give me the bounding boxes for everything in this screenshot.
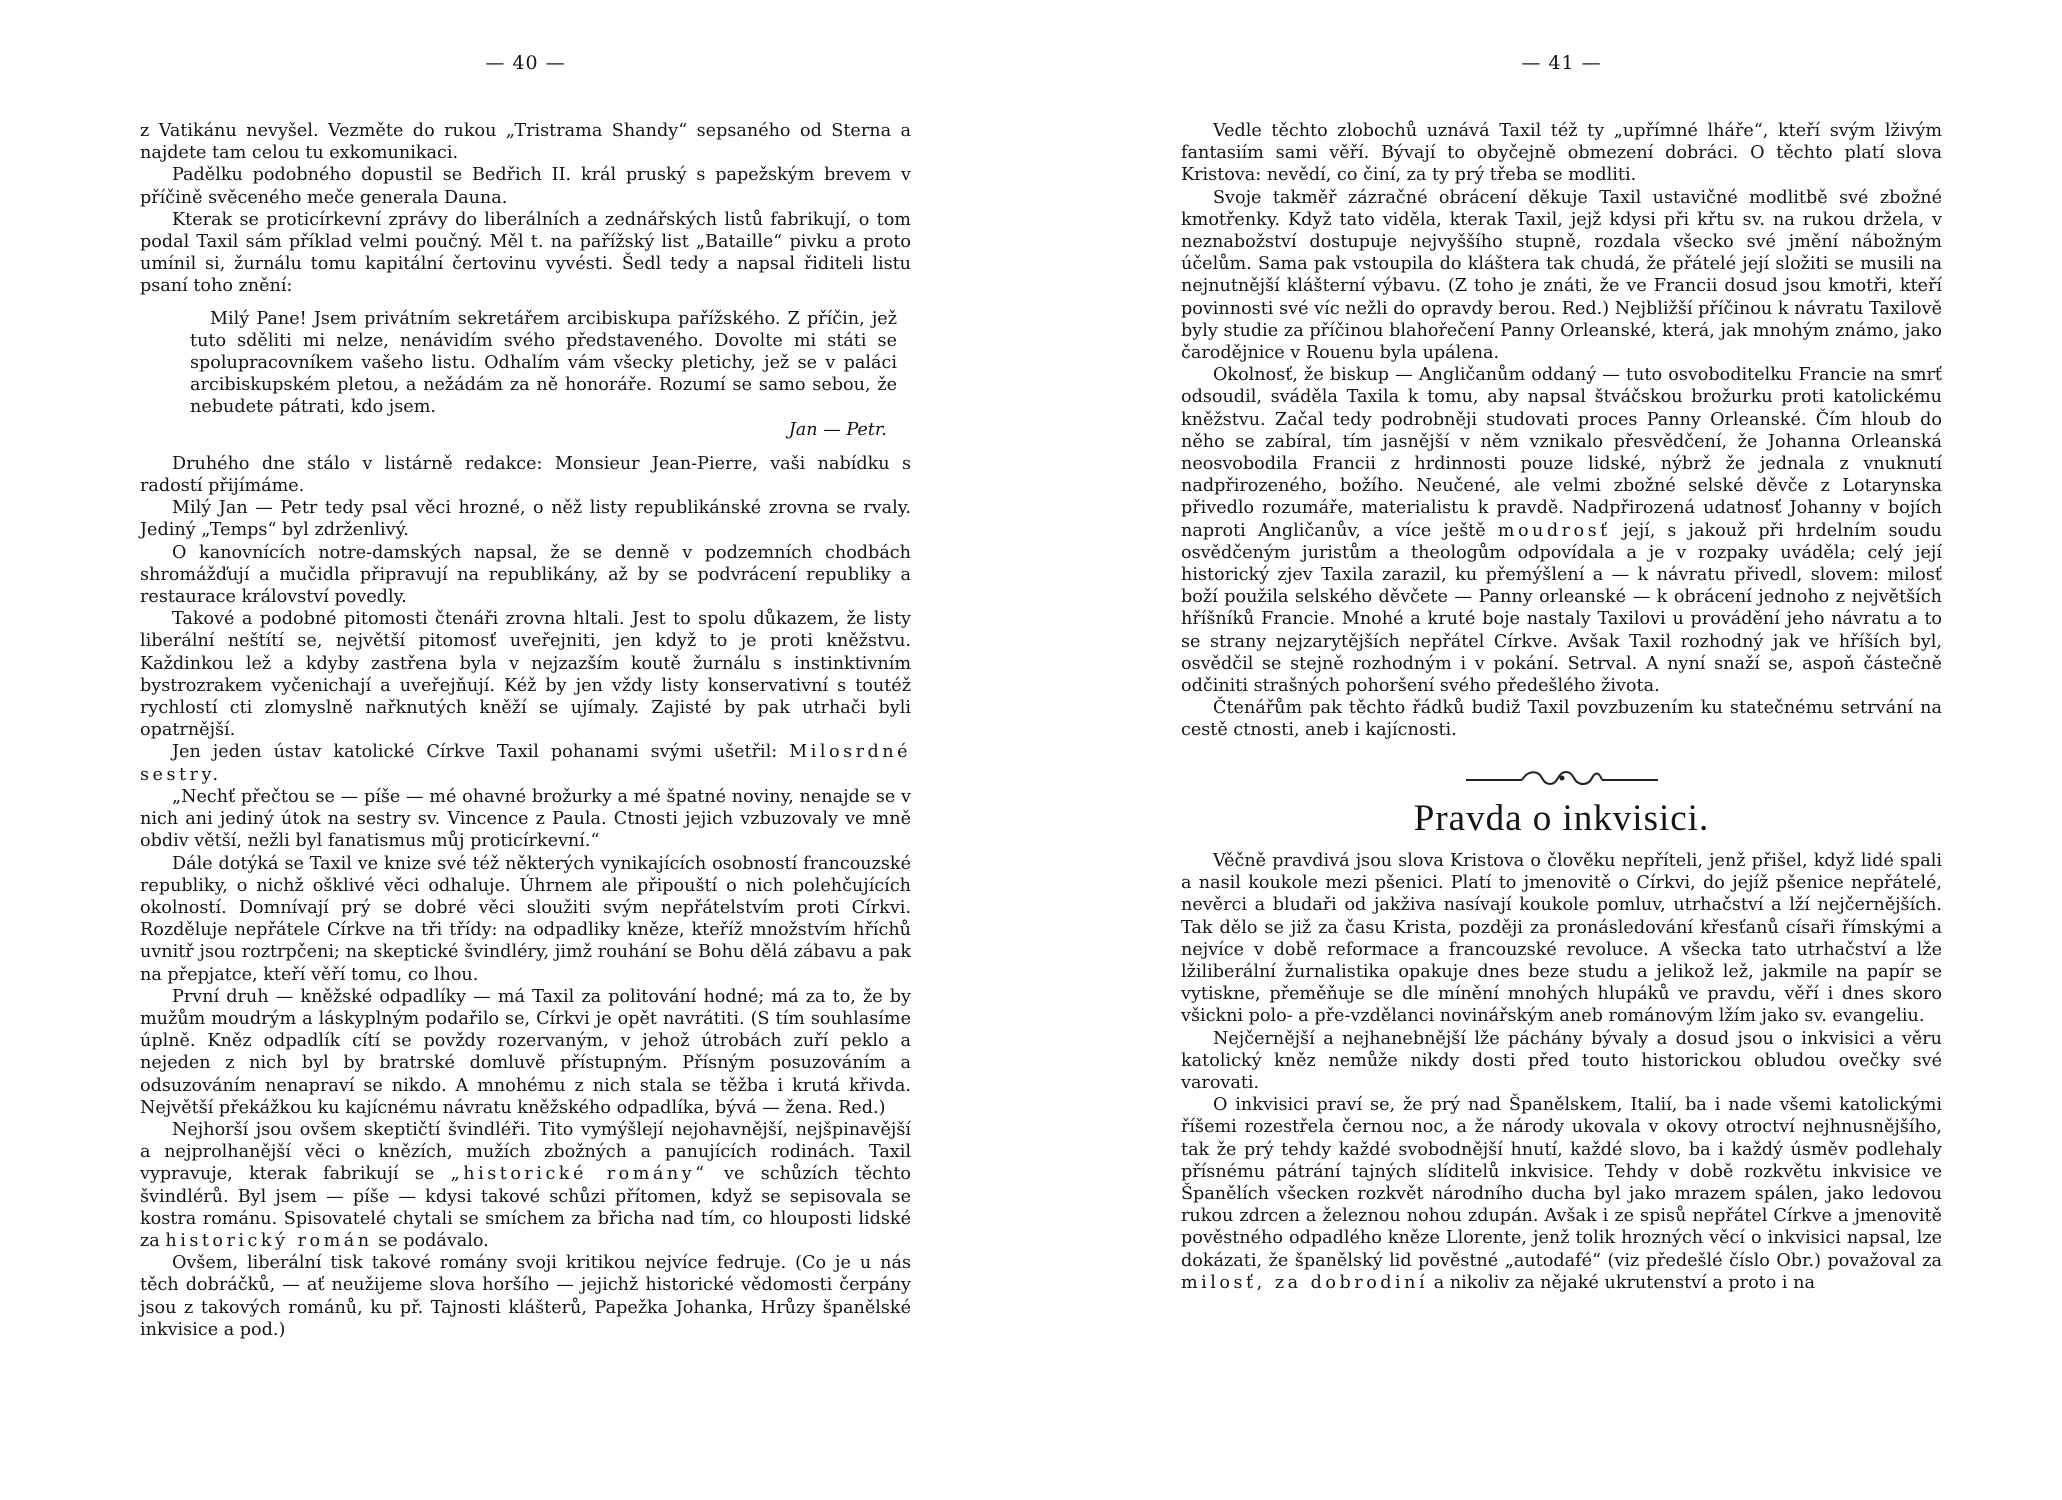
paragraph-text: Nejhorší jsou ovšem skeptičtí švindléři. Tito vymýšlejí nejohavnější, nejšpinavější a nejprolhanější věci o knězích, mužích zbožných a panujících rodinách. Taxil vypravuje, kterak fabrikují se — [140, 1119, 911, 1185]
paragraph — [1181, 1094, 1942, 1294]
page-41 — [1031, 0, 2062, 1500]
paragraph-text: O inkvisici praví se, že prý nad Španělskem, Italií, ba i nade všemi katolickými říšemi rozestřela černou noc, a že národy ukovala v okovy otroctví nejhnusnějšího, tak že prý tehdy každé svobodnější hnutí, každé slovo, ba i každý úsměv podlehaly přísnému pátrání tajných slíditelů inkvisice. Tehdy v době rozkvětu inkvisice ve Španělích všecken rozkvět národního ducha byl jako mrazem spálen, jako ledovou rukou zdrcen a železnou nohou zdupán. Avšak i ze spisů nepřátel Církve a jmenovitě pověstného odpadlého kněze Llorente, jenž tolik hrozných věcí o inkvisici napsal, lze dokázati, že španělský lid pověstné „autodafé“ (viz předešlé číslo Obr.) považoval za — [1181, 1095, 1942, 1271]
paragraph: Čtenářům pak těchto řádků budiž Taxil povzbuzením ku statečnému setrvání na cestě ctnosti, aneb i kajícnosti. — [1181, 698, 1942, 741]
paragraph-text: Jen jeden ústav katolické Církve Taxil pohanami svými ušetřil: — [172, 742, 778, 763]
paragraph-text: se podávalo. — [378, 1230, 489, 1251]
paragraph — [1181, 120, 1942, 187]
paragraph-text: Vedle těchto zlobochů uznává Taxil též ty — [1213, 121, 1605, 141]
spaced-emphasis: moudrosť — [1497, 520, 1611, 541]
paragraph-text: kteří svým lživým fantasiím sami věří. Bývají to obyčejně obmezení dobráci. O těchto platí slova Kristova: nevědí, co činí, za ty prý třeba se modliti. — [1181, 121, 1943, 186]
page-number: — 41 — — [1521, 52, 1602, 74]
paragraph: Padělku podobného dopustil se Bedřich II. král pruský s papežským brevem v příčině svěceného meče generala Dauna. — [140, 165, 911, 208]
paragraph-text: Okolnosť, že biskup — Angličanům oddaný — tuto osvoboditelku Francie na smrť odsoudil, sváděla Taxila k tomu, aby napsal štváčskou brožurku proti katolickému kněžstvu. Začal tedy podrobněji studovati proces Panny Orleanské. Čím hloub do něho se zabíral, tím jasnější v něm vznikalo přesvědčení, že Johanna Orleanská neosvobodila Francii z hrdinnosti pouze lidské, nýbrž že jednala z vnuknutí nadpřirozeného, božího. Neučené, ale velmi zbožné selské děvče z Lotarynska přivedlo rozumáře, materialistu k pravdě. Nadpřirozená udatnosť Johanny v bojích naproti Angličanův, a více ještě — [1181, 365, 1942, 541]
spaced-emphasis: „historické romány“ — [450, 1164, 708, 1185]
paragraph: Svoje takměř zázračné obrácení děkuje Taxil ustavičné modlitbě své zbožné kmotřenky. Když tato viděla, kterak Taxil, jejž kdysi při křtu sv. na rukou držela, v neznabožství dostupuje nejvyššího stupně, rozdala všecko své jmění nábožným účelům. Sama pak vstoupila do kláštera tak chudá, že přátelé její složiti se musili na nejnutnější klášterní výbavu. (Z toho je znáti, že ve Francii dosud jsou kmotři, kteří povinnosti své víc nežli do opravdy berou. Red.) Nejbližší příčinou k návratu Taxilově byly studie za příčinou blahořečení Panny Orleanské, která, jak mnohým známo, jako čarodějnice v Rouenu byla upálena. — [1181, 187, 1942, 364]
paragraph: Věčně pravdivá jsou slova Kristova o člověku nepříteli, jenž přišel, když lidé spali a nasil koukole mezi pšenici. Platí to jmenovitě o Církvi, do jejíž pšenice nepřátelé, nevěrci a bludaři od jakživa nasívají koukole pomluv, utrhačství a lží nejčernějších. Tak dělo se již za času Krista, později za pronásledování křesťanů císaři římskými a nejvíce v době reformace a francouzské revoluce. A všecka tato utrhačství a lže lžiliberální žurnalistika opakuje dnes beze studu a jelikož lež, jakmile na papír se vytiskne, přeměňuje se dle mínění mnohých hlupáků ve pravdu, věří i dnes skoro všickni polo- a pře-vzdělanci novinářským aneb románovým lžím jako sv. evangeliu. — [1181, 850, 1942, 1027]
paragraph: Dále dotýká se Taxil ve knize své též některých vynikajících osobností francouzské republiky, o nichž ošklivé věci odhaluje. Úhrnem ale připouští o nich polehčujících okolností. Domnívají prý se dobré věci sloužiti svým nepřátelstvím proti Církvi. Rozděluje nepřátele Církve na tři třídy: na odpadliky kněze, kteříž množstvím hříchů uvnitř jsou roztrpčeni; na skeptické švindléry, jimž rouhání se Bohu dělá zábavu a pak na přepjatce, kteří věří tomu, co lhou. — [140, 853, 911, 985]
paragraph: Kterak se proticírkevní zprávy do liberálních a zednářských listů fabrikují, o tom podal Taxil sám příklad velmi poučný. Měl t. na pařížský list „Bataille“ pivku a proto umínil si, žurnálu tomu kapitální čertovinu vyvésti. Šedl tedy a napsal řiditeli listu psaní toho znění: — [140, 209, 911, 297]
paragraph-text: ve schůzích těchto švindlérů. Byl jsem — píše — kdysi takové schůzi přítomen, když se sepisovala se kostra románu. Spisovatelé chytali se smíchem za břicha nad tím, co hlouposti lidské za — [140, 1164, 911, 1251]
section-title: Pravda o inkvisici. — [1413, 797, 1710, 839]
paragraph: Milý Jan — Petr tedy psal věci hrozné, o něž listy republikánské zrovna se rvaly. Jediný „Temps“ byl zdrženlivý. — [140, 498, 911, 541]
page-number: — 40 — — [485, 52, 566, 74]
letter-text: Milý Pane! Jsem privátním sekretářem arcibiskupa pařížského. Z příčin, jež tuto sděliti mi nelze, nenávidím svého představeného. Dovolte mi státi se spolupracovníkem vašeho listu. Odhalím vám všecky pletichy, jež se v paláci arcibiskupském pletou, a nežádám za ně honoráře. Rozumí se samo sebou, že nebudete pátrati, kdo jsem. — [190, 308, 897, 418]
paragraph — [140, 741, 911, 785]
spaced-emphasis: Milosrdné sestry. — [140, 742, 912, 785]
paragraph: Ovšem, liberální tisk takové romány svoji kritikou nejvíce fedruje. (Co je u nás těch dobráčků, — ať neužijeme slova horšího — jejichž historické vědomosti čerpány jsou z takových románů, ku př. Tajnosti klášterů, Papežka Johanka, Hrůzy španělské inkvisice a pod.) — [140, 1253, 911, 1340]
page-body — [1181, 120, 1942, 1294]
emphasis: „upřímné lháře“, — [1613, 121, 1769, 141]
spaced-emphasis: historický román — [165, 1230, 373, 1251]
paragraph-text: a nikoliv za nějaké ukrutenství a proto i na — [1433, 1272, 1815, 1293]
letter-signature: Jan — Petr. — [788, 419, 887, 440]
paragraph — [140, 1119, 911, 1252]
paragraph: z Vatikánu nevyšel. Vezměte do rukou „Tristrama Shandy“ sepsaného od Sterna a najdete tam celou tu exkomunikaci. — [140, 121, 911, 164]
paragraph — [1181, 364, 1942, 697]
paragraph: Druhého dne stálo v listárně redakce: Monsieur Jean-Pierre, vaši nabídku s radostí přijímáme. — [140, 453, 911, 497]
quoted-letter — [140, 308, 911, 441]
decorative-flourish-icon — [1462, 766, 1662, 790]
paragraph-text: její, s jakouž při hrdelním soudu osvědčeným juristům a theologům odpovídala a je v rozpaky uváděla; celý její historický zjev Taxila zarazil, ku přemýšlení a — k návratu přivedl, slovem: milosť boží použila selského děvčete — Panny orleanské — k obrácení jednoho z největších hříšníků Francie. Mnohé a kruté boje nastaly Taxilovi u provádění jeho návratu a to se strany nejzarytějších nepřátel Církve. Avšak Taxil rozhodný jak ve hříších byl, osvědčil se stejně rozhodným i v pokání. Setrval. A nyní snaží se, aspoň částečně odčiniti strašných pohoršení svého předešlého života. — [1181, 520, 1943, 697]
paragraph: Nejčernější a nejhanebnější lže páchány bývaly a dosud jsou o inkvisici a věru katolický kněz nemůže nikdy dosti před touto historickou obludou ovečky své varovati. — [1181, 1028, 1942, 1093]
paragraph: První druh — kněžské odpadlíky — má Taxil za politování hodné; má za to, že by mužům moudrým a láskyplným podařilo se, Církvi je opět navrátiti. (S tím souhlasíme úplně. Kněz odpadlík cítí se povždy rozervaným, v jehož útrobách zuří peklo a nejeden z nich byl by bratrské domluvě přístupným. Přísným posuzováním a odsuzováním nenapraví se nikdo. A mnohému z nich stala se těžba i krutá křivda. Největší překážkou ku kajícnému návratu kněžského odpadlíka, bývá — žena. Red.) — [140, 986, 911, 1118]
page-body — [140, 120, 911, 1341]
spaced-emphasis: milosť, za dobrodiní — [1181, 1272, 1429, 1293]
paragraph: O kanovnících notre-damských napsal, že se denně v podzemních chodbách shromážďují a mučidla připravují na republikány, až by se podvrácení republiky a restaurace království povedly. — [140, 542, 911, 608]
paragraph: „Nechť přečtou se — píše — mé ohavné brožurky a mé špatné noviny, nenajde se v nich ani jediný útok na sestry sv. Vincence z Paula. Ctnosti jejich vzbuzovaly ve mně obdiv větší, nežli byl fanatismus můj proticírkevní.“ — [140, 786, 911, 852]
paragraph: Takové a podobné pitomosti čtenáři zrovna hltali. Jest to spolu důkazem, že listy liberální neštítí se, největší pitomosť uveřejniti, jen když to je proti kněžstvu. Každinkou lež a kdyby zastřena byla v nejzazším koutě žurnálu s instinktivním bystrozrakem vyčenichají a uveřejňují. Kéž by jen vždy listy konservativní s toutéž rychlostí cti zlomyslně nařknutých kněží se ujímaly. Zajisté by pak utrhači byli opatrnější. — [140, 609, 911, 741]
